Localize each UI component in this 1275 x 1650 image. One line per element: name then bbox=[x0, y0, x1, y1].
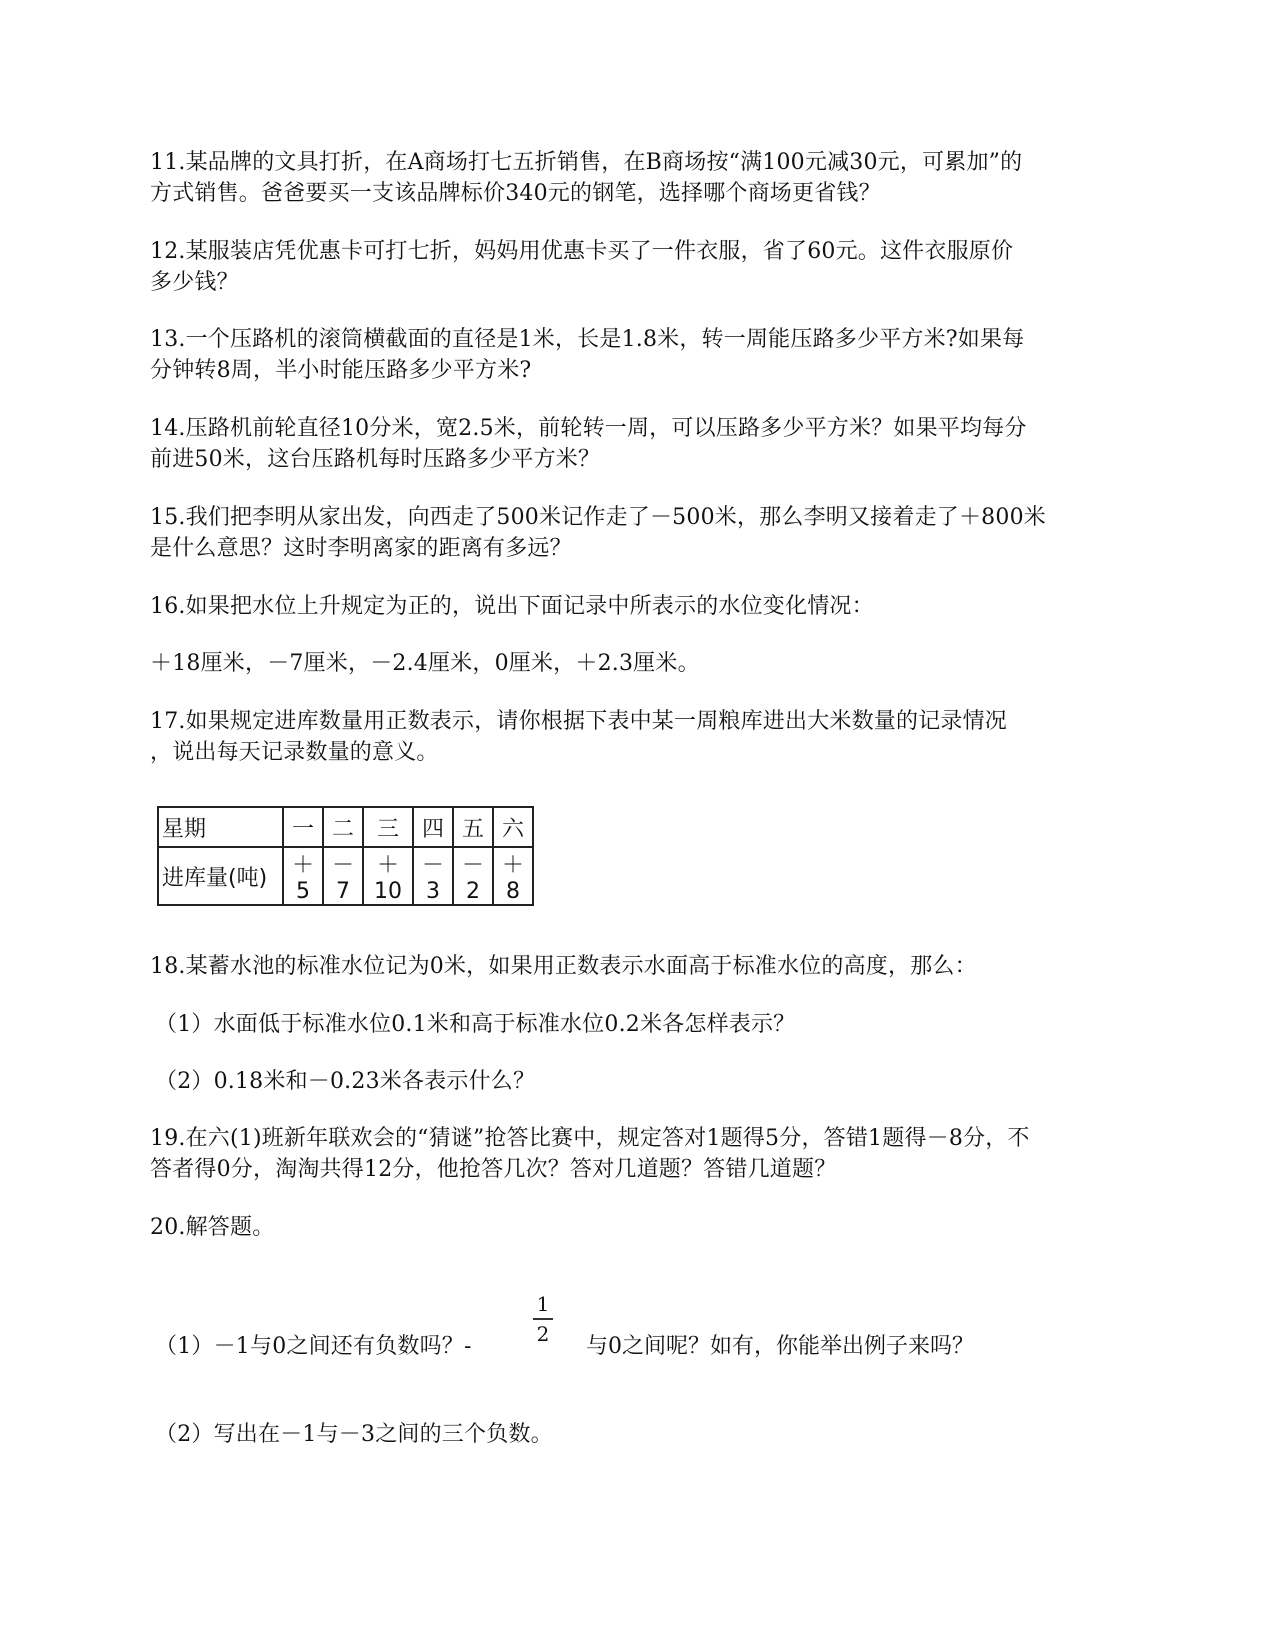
table-cell-day: 四 bbox=[413, 807, 453, 847]
q18-sub2: （2）0.18米和－0.23米各表示什么？ bbox=[155, 1069, 536, 1094]
table-cell-day: 六 bbox=[493, 807, 533, 847]
table-header-weekday: 星期 bbox=[158, 807, 283, 847]
q20-sub1-end: 与0之间呢？如有，你能举出例子来吗？ bbox=[586, 1334, 974, 1359]
q17-line2: ，说出每天记录数量的意义。 bbox=[150, 740, 439, 765]
table-row-amounts bbox=[158, 847, 533, 905]
table-header-amount: 进库量(吨) bbox=[158, 847, 283, 905]
q20-title: 20.解答题。 bbox=[150, 1215, 275, 1240]
fraction-one-half bbox=[533, 1293, 553, 1345]
q12-line1: 12.某服装店凭优惠卡可打七折，妈妈用优惠卡买了一件衣服，省了60元。这件衣服原价 bbox=[150, 239, 1014, 264]
q20-sub1-start: （1）－1与0之间还有负数吗？- bbox=[155, 1334, 472, 1359]
fraction-numerator: 1 bbox=[536, 1292, 550, 1316]
q18-line1: 18.某蓄水池的标准水位记为0米，如果用正数表示水面高于标准水位的高度，那么： bbox=[150, 954, 977, 979]
table-cell-day: 三 bbox=[363, 807, 413, 847]
grain-stock-table bbox=[157, 806, 534, 906]
q16-line1: 16.如果把水位上升规定为正的，说出下面记录中所表示的水位变化情况： bbox=[150, 594, 874, 619]
table-cell-amount: －3 bbox=[413, 847, 453, 905]
table-cell-amount: －7 bbox=[323, 847, 363, 905]
q19-line1: 19.在六(1)班新年联欢会的“猜谜”抢答比赛中，规定答对1题得5分，答错1题得－8分，不 bbox=[150, 1126, 1030, 1151]
table-cell-amount: ＋5 bbox=[283, 847, 323, 905]
q13-line2: 分钟转8周，半小时能压路多少平方米? bbox=[150, 358, 532, 383]
table-cell-amount: ＋8 bbox=[493, 847, 533, 905]
q17-line1: 17.如果规定进库数量用正数表示，请你根据下表中某一周粮库进出大米数量的记录情况 bbox=[150, 709, 1007, 734]
table-cell-day: 五 bbox=[453, 807, 493, 847]
q11-line2: 方式销售。爸爸要买一支该品牌标价340元的钢笔，选择哪个商场更省钱？ bbox=[150, 181, 881, 206]
table-cell-day: 一 bbox=[283, 807, 323, 847]
q19-line2: 答者得0分，淘淘共得12分，他抢答几次？答对几道题？答错几道题？ bbox=[150, 1157, 837, 1182]
q13-line1: 13.一个压路机的滚筒横截面的直径是1米，长是1.8米，转一周能压路多少平方米?如果每 bbox=[150, 327, 1025, 352]
fraction-bar bbox=[533, 1318, 553, 1320]
fraction-denominator: 2 bbox=[536, 1322, 550, 1346]
table-cell-amount: －2 bbox=[453, 847, 493, 905]
q20-sub2: （2）写出在－1与－3之间的三个负数。 bbox=[155, 1422, 553, 1447]
table-cell-day: 二 bbox=[323, 807, 363, 847]
q18-sub1: （1）水面低于标准水位0.1米和高于标准水位0.2米各怎样表示？ bbox=[155, 1012, 796, 1037]
q16-values: ＋18厘米，－7厘米，－2.4厘米，0厘米，＋2.3厘米。 bbox=[150, 651, 700, 676]
q11-line1: 11.某品牌的文具打折，在A商场打七五折销售，在B商场按“满100元减30元，可累加”的 bbox=[150, 150, 1023, 175]
q15-line1: 15.我们把李明从家出发，向西走了500米记作走了－500米，那么李明又接着走了＋800米 bbox=[150, 505, 1046, 530]
q14-line1: 14.压路机前轮直径10分米，宽2.5米，前轮转一周，可以压路多少平方米？如果平均每分 bbox=[150, 416, 1027, 441]
table-row-days bbox=[158, 807, 533, 847]
q12-line2: 多少钱？ bbox=[150, 270, 239, 295]
table-cell-amount: ＋10 bbox=[363, 847, 413, 905]
q15-line2: 是什么意思？这时李明离家的距离有多远？ bbox=[150, 536, 572, 561]
q14-line2: 前进50米，这台压路机每时压路多少平方米？ bbox=[150, 447, 601, 472]
